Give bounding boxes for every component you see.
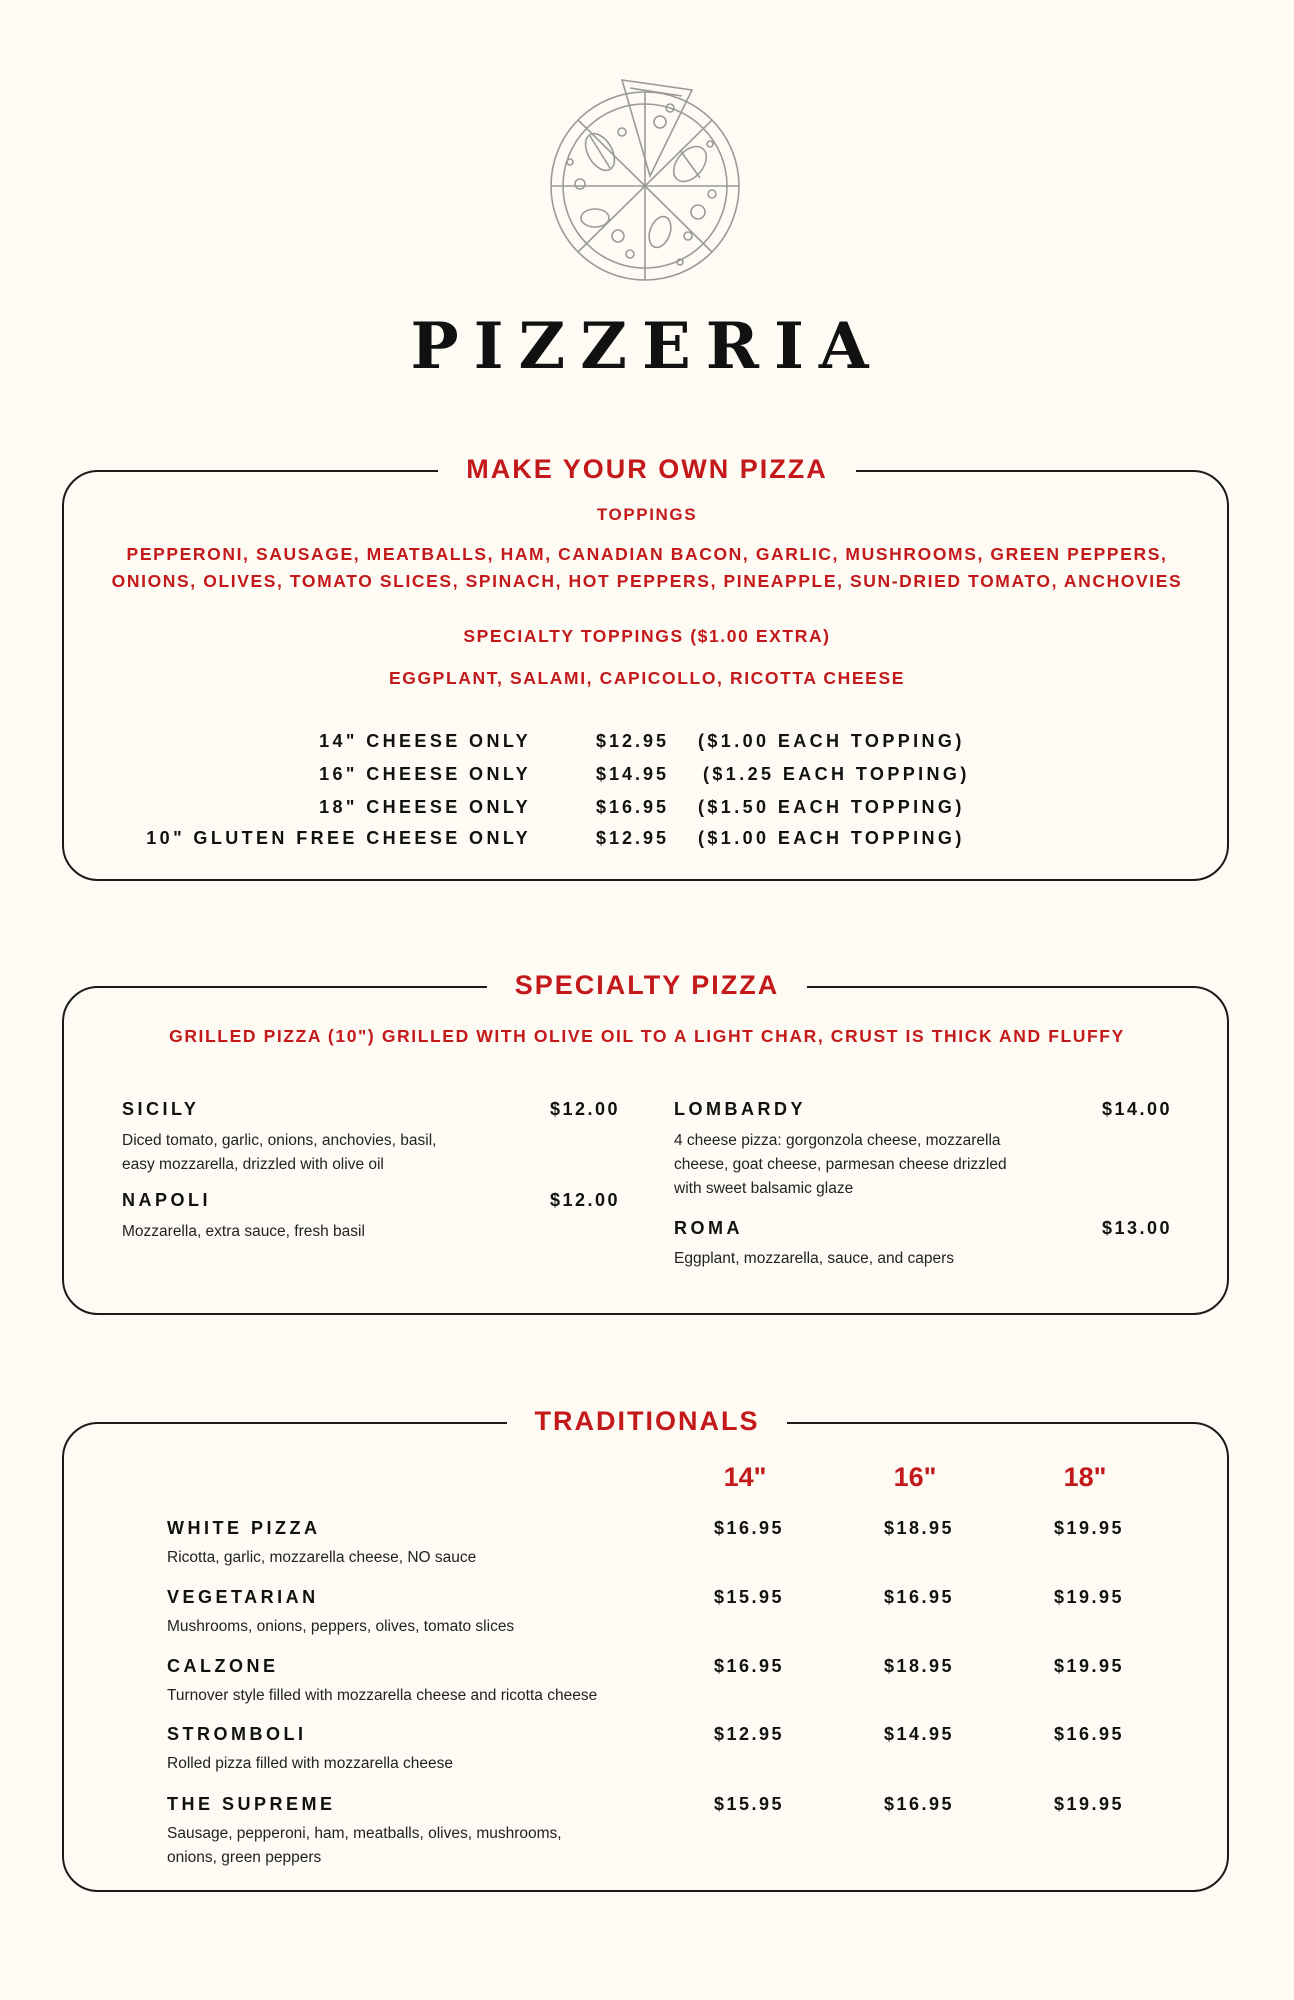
size-row	[0, 726, 1294, 756]
size-column-header: 14"	[723, 1462, 767, 1492]
menu-item-name: LOMBARDY	[674, 1099, 806, 1119]
menu-item-price: $12.00	[549, 1190, 620, 1210]
menu-item-price: $13.00	[1101, 1218, 1172, 1238]
topping-price: ($1.00 EACH TOPPING)	[698, 828, 965, 848]
menu-item-description: Sausage, pepperoni, ham, meatballs, olives, mushrooms, onions, green peppers	[167, 1825, 562, 1866]
price-14: $15.95	[713, 1587, 785, 1607]
size-row	[0, 823, 1294, 853]
price-16: $18.95	[883, 1656, 955, 1676]
price-16: $14.95	[883, 1724, 955, 1744]
menu-item-description: Rolled pizza filled with mozzarella cheese	[167, 1755, 454, 1772]
menu-item-description: Diced tomato, garlic, onions, anchovies, basil, easy mozzarella, drizzled with olive oil	[122, 1132, 437, 1173]
menu-item-name: STROMBOLI	[167, 1724, 307, 1744]
price-18: $19.95	[1053, 1656, 1125, 1676]
size-label: 10" GLUTEN FREE CHEESE ONLY	[146, 828, 531, 848]
menu-item-price: $14.00	[1101, 1099, 1172, 1119]
toppings-heading: TOPPINGS	[596, 505, 698, 524]
pizza-icon	[540, 72, 754, 286]
menu-item-description: Mozzarella, extra sauce, fresh basil	[122, 1223, 365, 1240]
price-16: $18.95	[883, 1518, 955, 1538]
page-title: PIZZERIA	[410, 309, 884, 384]
price-18: $19.95	[1053, 1587, 1125, 1607]
price-14: $12.95	[713, 1724, 785, 1744]
price-18: $16.95	[1053, 1724, 1125, 1744]
price-14: $16.95	[713, 1656, 785, 1676]
menu-item-description: 4 cheese pizza: gorgonzola cheese, mozzarella cheese, goat cheese, parmesan cheese drizzled with sweet balsamic glaze	[674, 1132, 1007, 1197]
price-18: $19.95	[1053, 1518, 1125, 1538]
toppings-list-line-1: PEPPERONI, SAUSAGE, MEATBALLS, HAM, CANADIAN BACON, GARLIC, MUSHROOMS, GREEN PEPPERS,	[126, 544, 1168, 564]
size-price: $16.95	[596, 797, 670, 817]
size-price: $12.95	[596, 828, 670, 848]
menu-item-name: WHITE PIZZA	[167, 1518, 321, 1538]
price-14: $15.95	[713, 1794, 785, 1814]
price-18: $19.95	[1053, 1794, 1125, 1814]
price-16: $16.95	[883, 1587, 955, 1607]
size-price: $14.95	[596, 764, 670, 784]
toppings-list-line-2: ONIONS, OLIVES, TOMATO SLICES, SPINACH, HOT PEPPERS, PINEAPPLE, SUN-DRIED TOMATO, ANCHOVIES	[111, 571, 1183, 591]
menu-item-name: SICILY	[122, 1099, 200, 1119]
specialty-toppings-heading: SPECIALTY TOPPINGS ($1.00 EXTRA)	[463, 626, 831, 646]
price-16: $16.95	[883, 1794, 955, 1814]
topping-price: ($1.00 EACH TOPPING)	[698, 731, 965, 751]
menu-item-description: Mushrooms, onions, peppers, olives, tomato slices	[167, 1618, 515, 1635]
menu-item-name: THE SUPREME	[167, 1794, 336, 1814]
menu-item-name: VEGETARIAN	[167, 1587, 319, 1607]
menu-item-description: Eggplant, mozzarella, sauce, and capers	[674, 1250, 955, 1267]
topping-price: ($1.50 EACH TOPPING)	[698, 797, 965, 817]
specialty-subtitle: GRILLED PIZZA (10") GRILLED WITH OLIVE OIL TO A LIGHT CHAR, CRUST IS THICK AND FLUFFY	[169, 1026, 1125, 1046]
traditionals-title: TRADITIONALS	[0, 1404, 1294, 1438]
make-your-own-title: MAKE YOUR OWN PIZZA	[0, 452, 1294, 486]
topping-price: ($1.25 EACH TOPPING)	[703, 764, 970, 784]
menu-item-price: $12.00	[549, 1099, 620, 1119]
size-row	[0, 759, 1294, 789]
size-column-header: 18"	[1063, 1462, 1107, 1492]
size-label: 14" CHEESE ONLY	[319, 731, 531, 751]
specialty-title: SPECIALTY PIZZA	[0, 968, 1294, 1002]
size-row	[0, 792, 1294, 822]
price-14: $16.95	[713, 1518, 785, 1538]
menu-item-description: Turnover style filled with mozzarella cheese and ricotta cheese	[167, 1687, 598, 1704]
size-label: 18" CHEESE ONLY	[319, 797, 531, 817]
menu-item-name: CALZONE	[167, 1656, 279, 1676]
menu-item-description: Ricotta, garlic, mozzarella cheese, NO sauce	[167, 1549, 477, 1566]
menu-item-name: NAPOLI	[122, 1190, 212, 1210]
size-price: $12.95	[596, 731, 670, 751]
specialty-toppings-list: EGGPLANT, SALAMI, CAPICOLLO, RICOTTA CHEESE	[388, 668, 906, 688]
size-label: 16" CHEESE ONLY	[319, 764, 531, 784]
size-column-header: 16"	[893, 1462, 937, 1492]
menu-item-name: ROMA	[674, 1218, 743, 1238]
